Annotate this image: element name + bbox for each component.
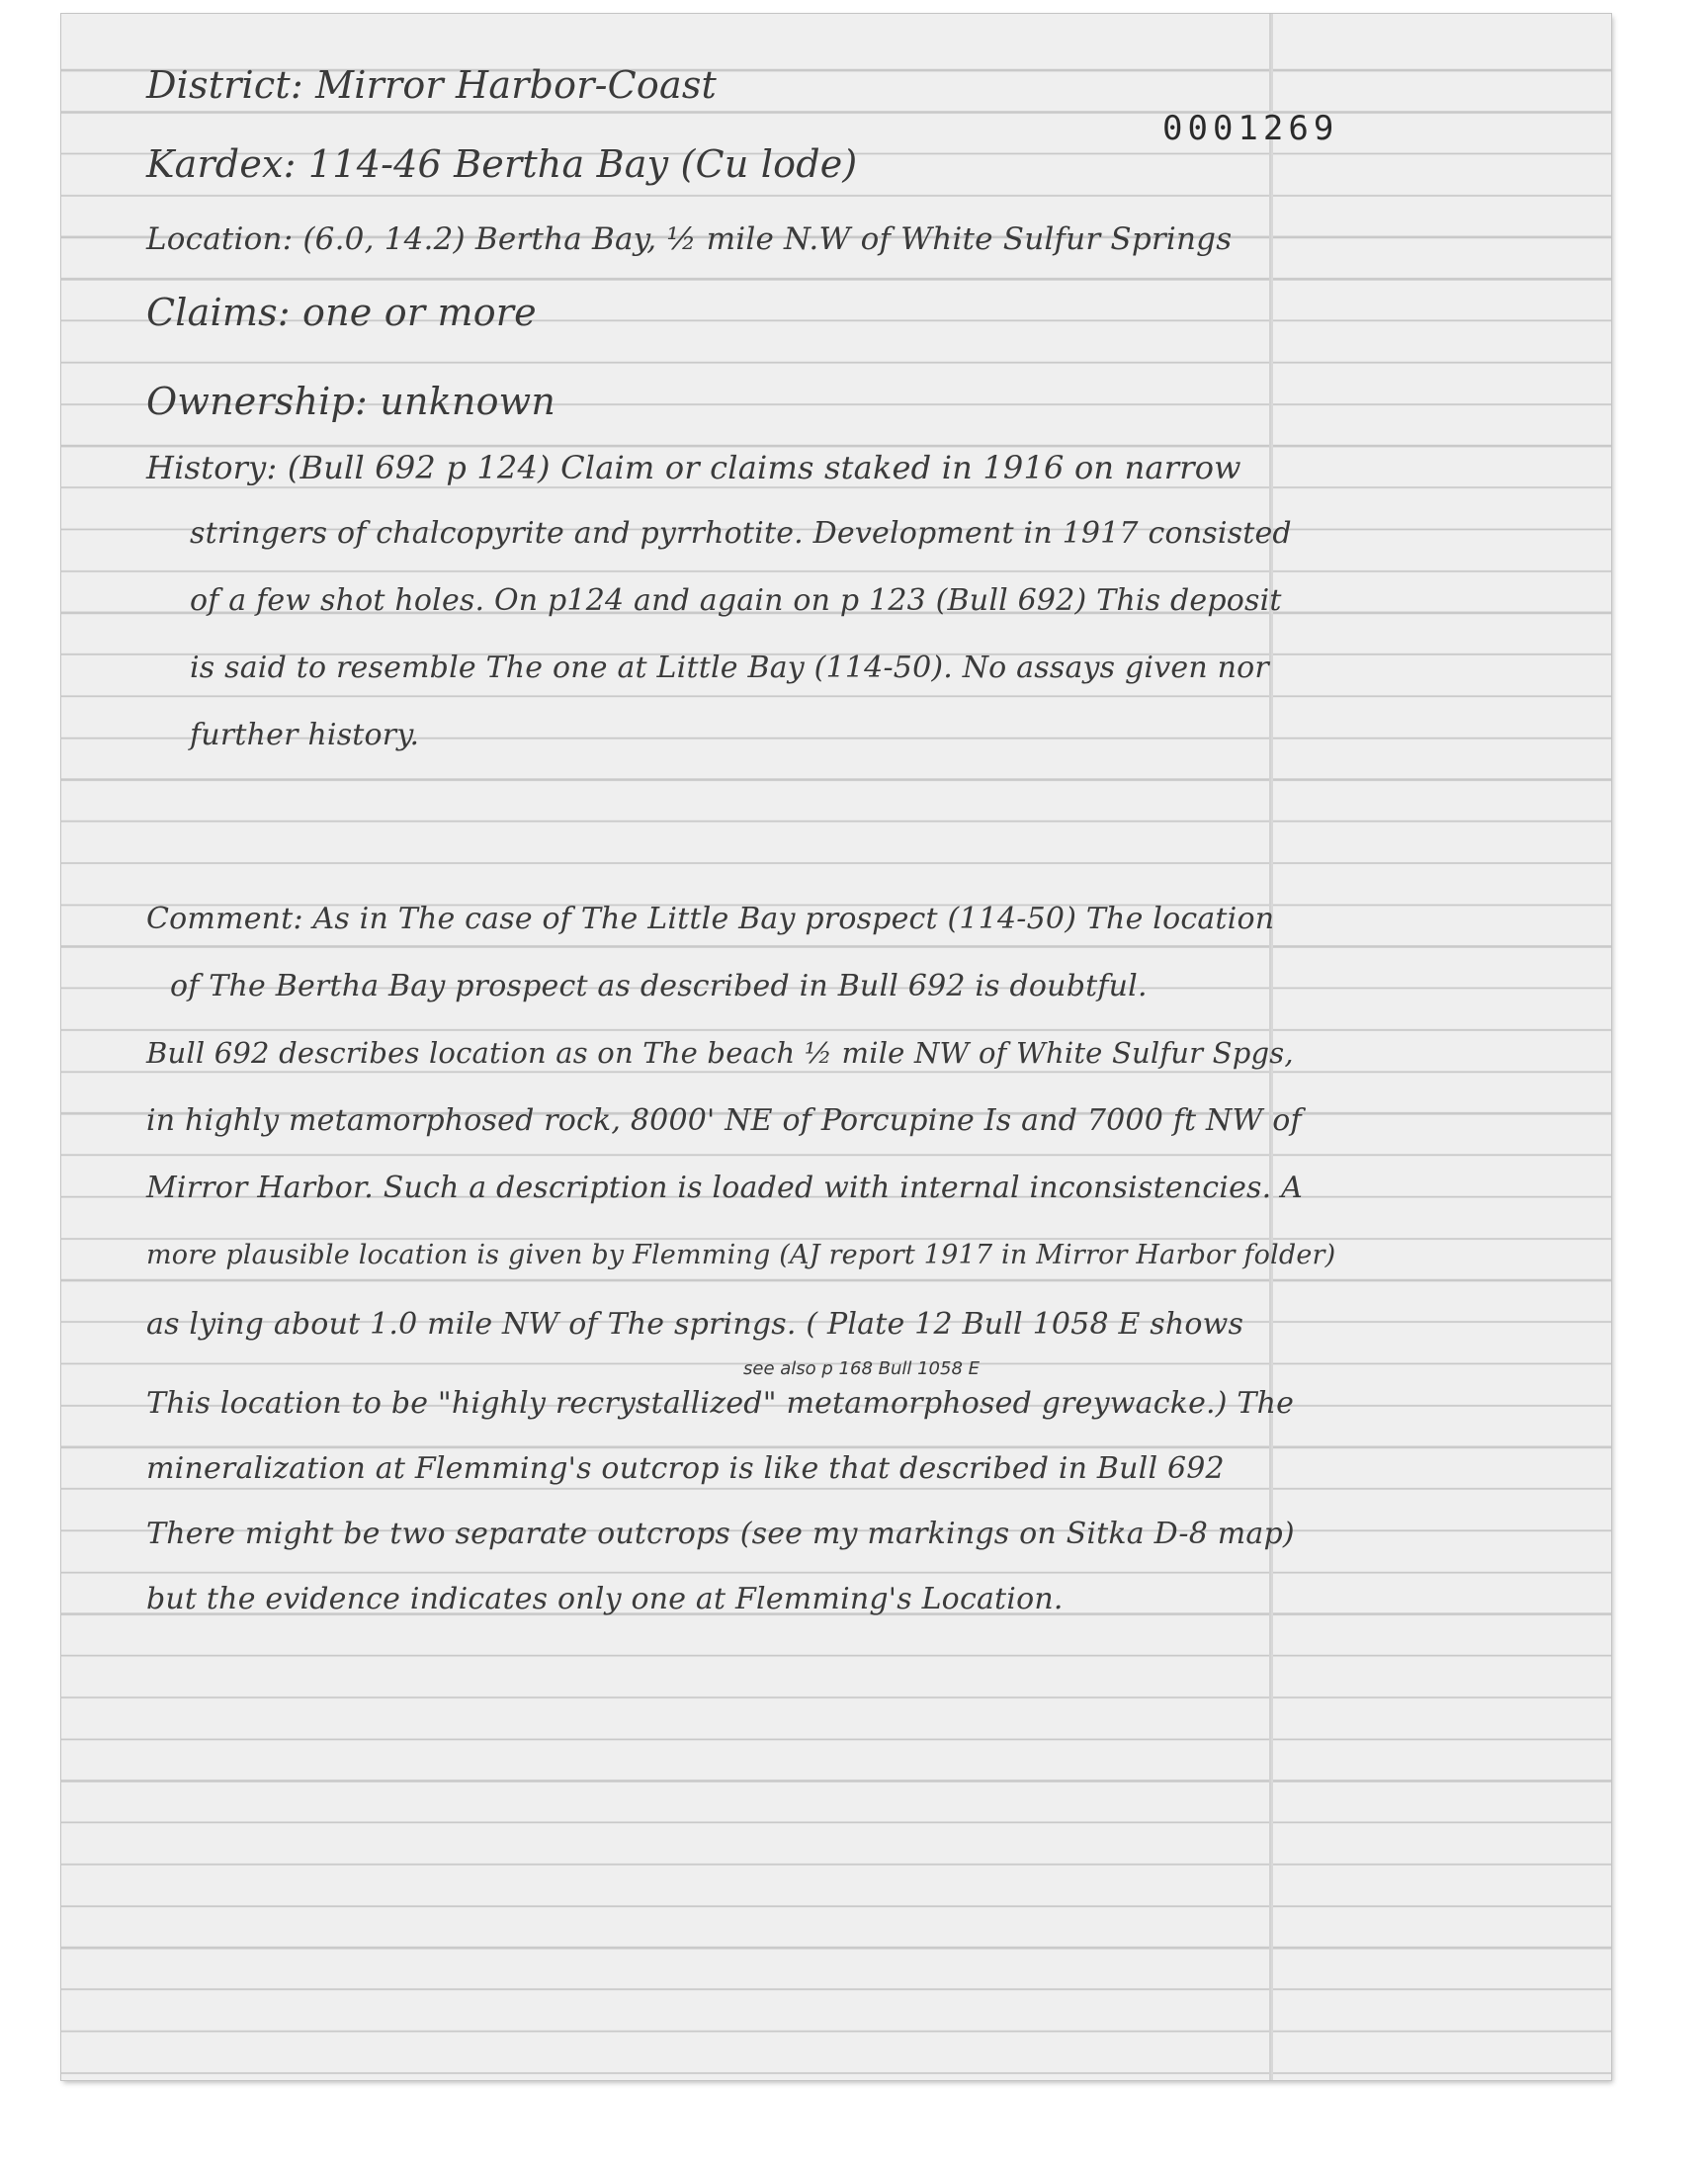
history-line: stringers of chalcopyrite and pyrrhotite. Development in 1917 consisted: [190, 516, 1292, 551]
history-line: is said to resemble The one at Little Bay (114-50). No assays given nor: [190, 651, 1269, 685]
notebook-page: [61, 14, 1611, 2080]
comment-line: There might be two separate outcrops (see my markings on Sitka D-8 map): [146, 1517, 1295, 1551]
kardex-line: Kardex: 114-46 Bertha Bay (Cu lode): [146, 142, 858, 186]
comment-line: as lying about 1.0 mile NW of The springs. ( Plate 12 Bull 1058 E shows: [146, 1307, 1244, 1342]
document-number: 0001269: [1162, 109, 1339, 148]
district-line: District: Mirror Harbor-Coast: [146, 63, 718, 107]
claims-line: Claims: one or more: [146, 291, 537, 334]
comment-line: but the evidence indicates only one at Flemming's Location.: [146, 1582, 1064, 1616]
comment-line: Mirror Harbor. Such a description is loaded with internal inconsistencies. A: [146, 1171, 1303, 1205]
comment-line: more plausible location is given by Flemming (AJ report 1917 in Mirror Harbor folder): [146, 1240, 1336, 1270]
comment-line: in highly metamorphosed rock, 8000' NE of Porcupine Is and 7000 ft NW of: [146, 1103, 1302, 1138]
comment-line: Comment: As in The case of The Little Bay prospect (114-50) The location: [146, 902, 1275, 936]
comment-line: Bull 692 describes location as on The beach ½ mile NW of White Sulfur Spgs,: [146, 1036, 1294, 1070]
ownership-line: Ownership: unknown: [146, 380, 556, 423]
interlinear-note: see also p 168 Bull 1058 E: [743, 1358, 981, 1379]
history-line: History: (Bull 692 p 124) Claim or claims staked in 1916 on narrow: [146, 449, 1241, 486]
comment-line: mineralization at Flemming's outcrop is like that described in Bull 692: [146, 1451, 1225, 1486]
comment-line: This location to be "highly recrystallized" metamorphosed greywacke.) The: [146, 1386, 1295, 1421]
comment-line: of The Bertha Bay prospect as described in Bull 692 is doubtful.: [170, 969, 1148, 1003]
history-line: further history.: [190, 718, 420, 752]
location-line: Location: (6.0, 14.2) Bertha Bay, ½ mile N.W of White Sulfur Springs: [146, 221, 1233, 257]
history-line: of a few shot holes. On p124 and again on p 123 (Bull 692) This deposit: [190, 583, 1282, 618]
